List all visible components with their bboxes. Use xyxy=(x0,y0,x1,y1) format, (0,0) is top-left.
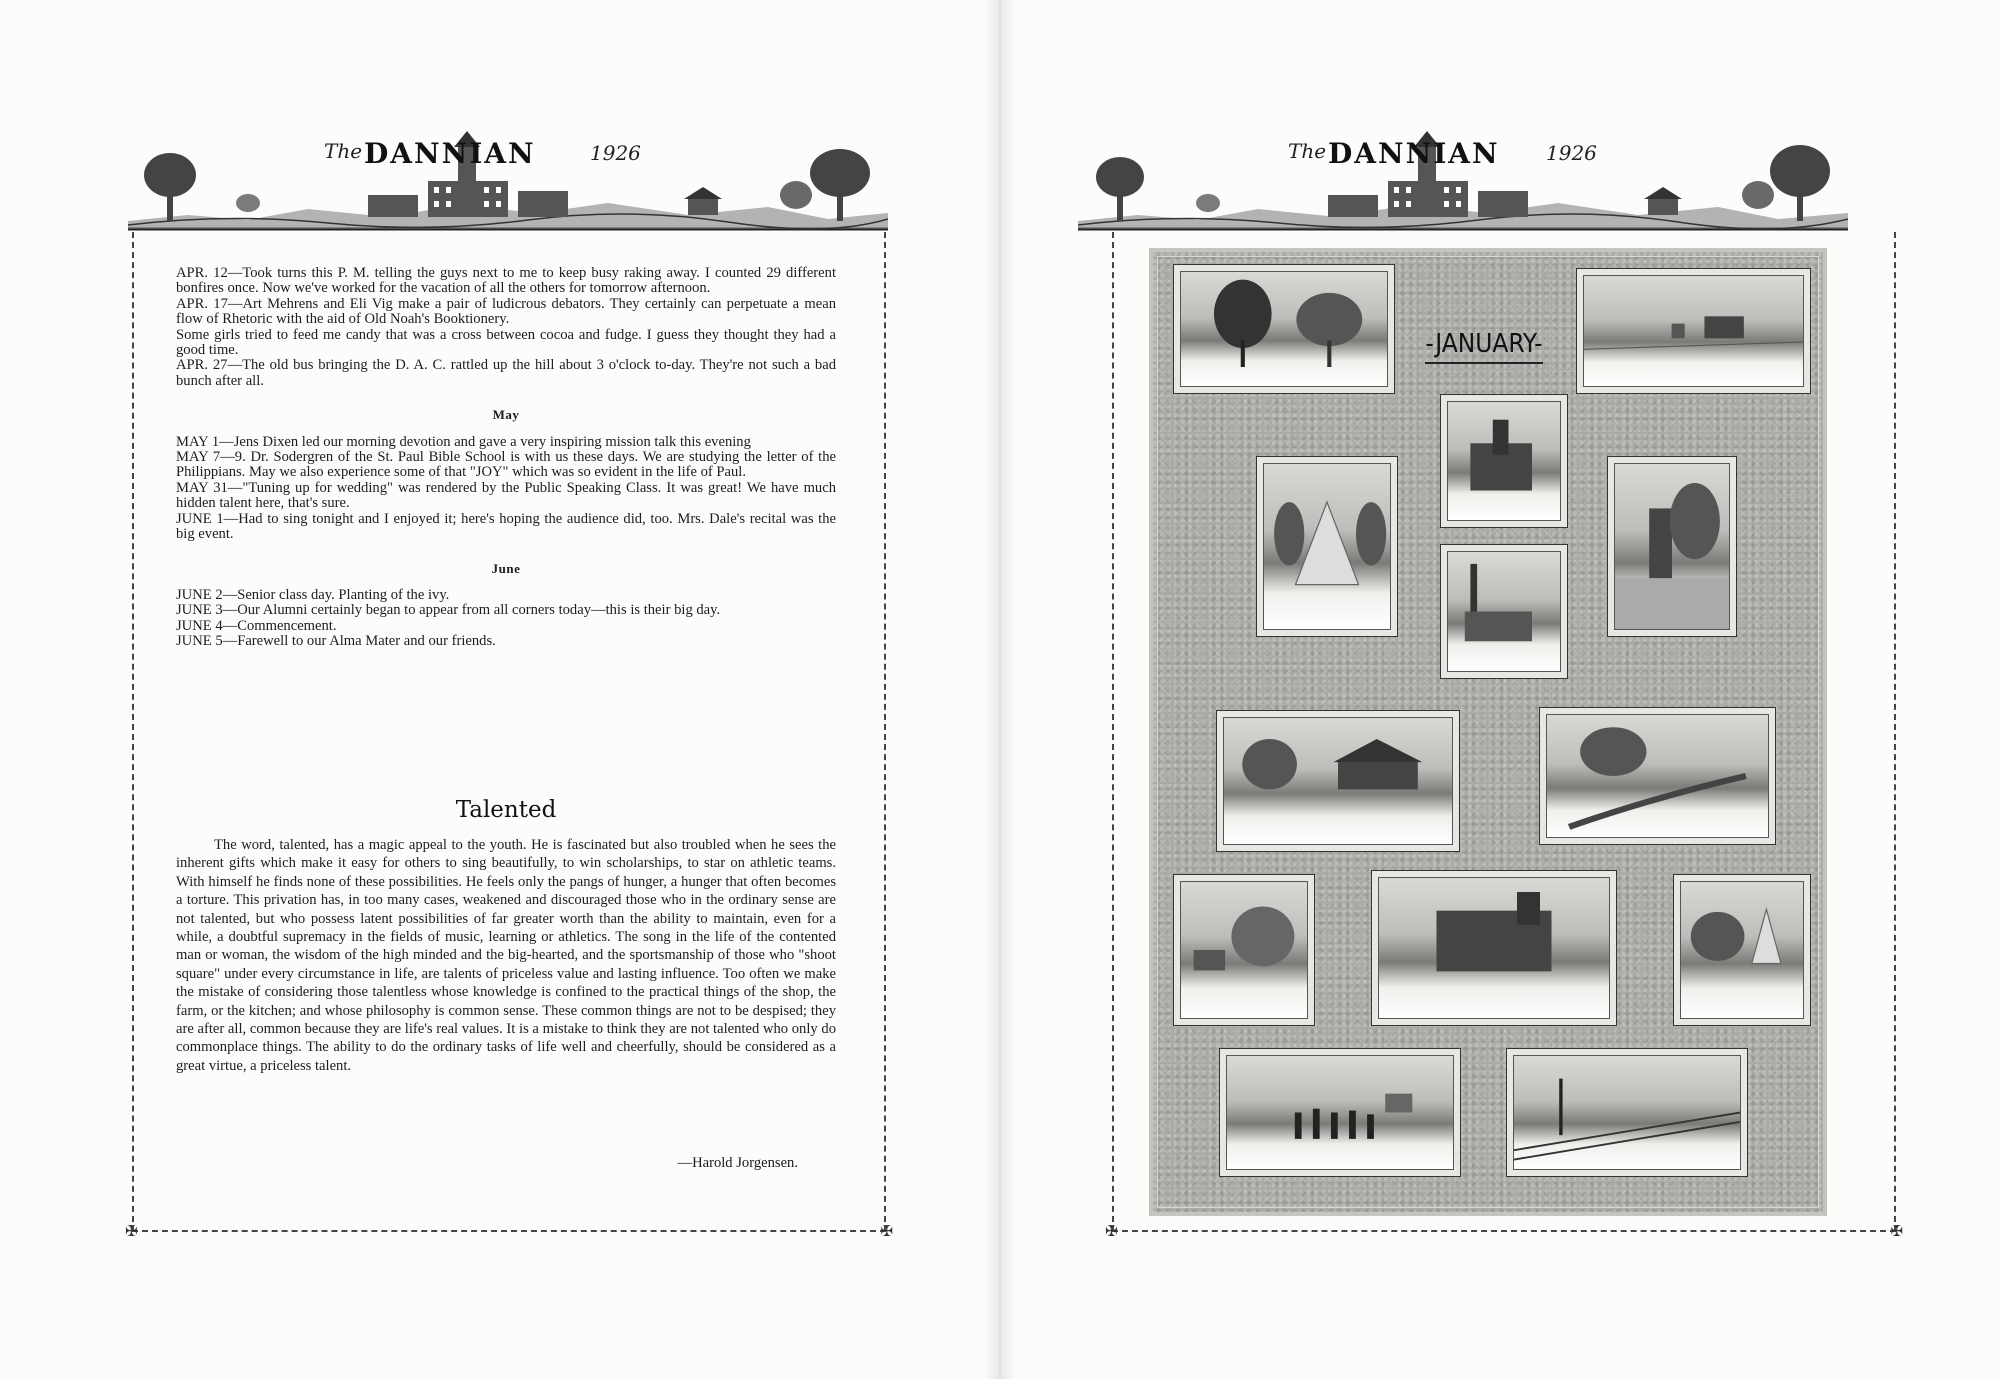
diary-entry: JUNE 4—Commencement. xyxy=(176,617,337,634)
photo-collage xyxy=(1149,248,1827,1216)
tower-trees-icon xyxy=(1615,464,1729,629)
photo xyxy=(1256,456,1398,637)
snowy-field-icon xyxy=(1681,882,1803,1018)
diary-entry: MAY 7—9. Dr. Sodergren of the St. Paul Bible School is with us these days. We are studying the letter of the Philippians. May we also experience some of that "JOY" which was so evident in the life of Paul. xyxy=(176,449,836,481)
corner-ornament-icon: ✠ xyxy=(1890,1222,1903,1240)
diary-entry: JUNE 1—Had to sing tonight and I enjoyed it; here's hoping the audience did, too. Mrs. Dale's recital was the big event. xyxy=(176,510,836,543)
snowy-road-icon xyxy=(1547,715,1768,837)
photo xyxy=(1216,710,1460,852)
title-underline xyxy=(1425,362,1543,364)
header-year: 1926 xyxy=(590,141,641,165)
house-trees-icon xyxy=(1181,882,1307,1018)
diary-entry: APR. 27—The old bus bringing the D. A. C. rattled up the hill about 3 o'clock to-day. They're not such a bad bunch after all. xyxy=(176,357,836,389)
essay-paragraph: The word, talented, has a magic appeal to the youth. He is fascinated but also troubled when he sees the inherent gifts which make it easy for others to sing beautifully, to win scholarships, to star on athletic teams. With himself he finds none of these possibilities. He feels only the pangs of hunger, a hunger that often becomes a torture. This privation has, in too many cases, weakened and discouraged those who in the ordinary sense are not talented, but who possess latent possibilities of far greater worth than the ability to maintain, even for a while, a doubtful supremacy in the fields of music, learning or athletics. The song in the life of the contented man or woman, the wisdom of the high minded and the big-hearted, and the sportsmanship of those who "shoot square" under every circumstance in life, are talents of priceless value and lasting influence. Too often we make the mistake of considering those talentless whose knowledge is confined to the practical things of the shop, the farm, or the kitchen; and whose philosophy is common sense. These common things are not to be despised; they are after all, common because they are life's real values. It is a mistake to think they are not talented who only do commonplace things. The ability to do the ordinary tasks of life well and cheerfully, should be considered as a great virtue, a priceless talent. xyxy=(176,837,836,1074)
header-title: DANNIAN xyxy=(1328,137,1500,170)
farm-snow-icon xyxy=(1224,718,1452,844)
book-gutter xyxy=(985,0,1015,1379)
photo xyxy=(1173,264,1395,394)
month-heading-june: June xyxy=(491,560,521,576)
diary-entry: JUNE 3—Our Alumni certainly began to appear from all corners today—this is their big day. xyxy=(176,602,721,619)
diary-entry: JUNE 5—Farewell to our Alma Mater and our friends. xyxy=(176,633,496,650)
collage-title: -JANUARY- xyxy=(1425,329,1543,359)
header-title: DANNIAN xyxy=(364,137,536,170)
right-page xyxy=(1000,0,2000,1379)
essay-author: —Harold Jorgensen. xyxy=(677,1155,798,1171)
photo xyxy=(1539,707,1776,845)
corner-ornament-icon: ✠ xyxy=(125,1222,138,1240)
page-header-banner xyxy=(128,125,888,235)
trees-icon xyxy=(1181,272,1387,386)
diary-entry: MAY 31—"Tuning up for wedding" was rendered by the Public Speaking Class. It was great! We have much hidden talent here, that's sure. xyxy=(176,479,836,512)
railway-icon xyxy=(1514,1056,1740,1169)
essay-body xyxy=(176,836,836,1075)
corner-ornament-icon: ✠ xyxy=(1105,1222,1118,1240)
tower-building-icon xyxy=(1448,402,1560,520)
corner-ornament-icon: ✠ xyxy=(880,1222,893,1240)
month-heading-may: May xyxy=(492,407,520,423)
photo xyxy=(1607,456,1737,637)
header-script-prefix: The xyxy=(1288,139,1327,163)
campus-distant-icon xyxy=(1584,276,1803,386)
header-year: 1926 xyxy=(1546,141,1597,165)
photo xyxy=(1371,870,1617,1026)
chimney-buildings-icon xyxy=(1448,552,1560,671)
page-header-banner xyxy=(1078,125,1848,235)
photo xyxy=(1219,1048,1461,1177)
diary-entry: MAY 1—Jens Dixen led our morning devotion and gave a very inspiring mission talk this evening xyxy=(176,433,751,450)
photo xyxy=(1576,268,1811,394)
essay-title: Talented xyxy=(455,797,557,823)
snowy-tree-icon xyxy=(1264,464,1390,629)
diary-entries xyxy=(176,266,836,650)
students-walking-icon xyxy=(1227,1056,1453,1169)
photo xyxy=(1173,874,1315,1026)
photo xyxy=(1440,394,1568,528)
diary-entry: JUNE 2—Senior class day. Planting of the ivy. xyxy=(176,586,450,603)
diary-entry: APR. 17—Art Mehrens and Eli Vig make a pair of ludicrous debators. They certainly can perpetuate a mean flow of Rhetoric with the aid of Old Noah's Booktionery. xyxy=(176,295,836,328)
photo xyxy=(1673,874,1811,1026)
college-building-icon xyxy=(1379,878,1609,1018)
header-script-prefix: The xyxy=(324,139,363,163)
diary-entry: Some girls tried to feed me candy that was a cross between cocoa and fudge. I guess they thought they had a good time. xyxy=(176,326,836,359)
diary-entry: APR. 12—Took turns this P. M. telling the guys next to me to keep busy raking away. I counted 29 different bonfires once. Now we've worked for the vacation of all the others for tomorrow afternoon. xyxy=(176,265,836,297)
photo xyxy=(1440,544,1568,679)
photo xyxy=(1506,1048,1748,1177)
